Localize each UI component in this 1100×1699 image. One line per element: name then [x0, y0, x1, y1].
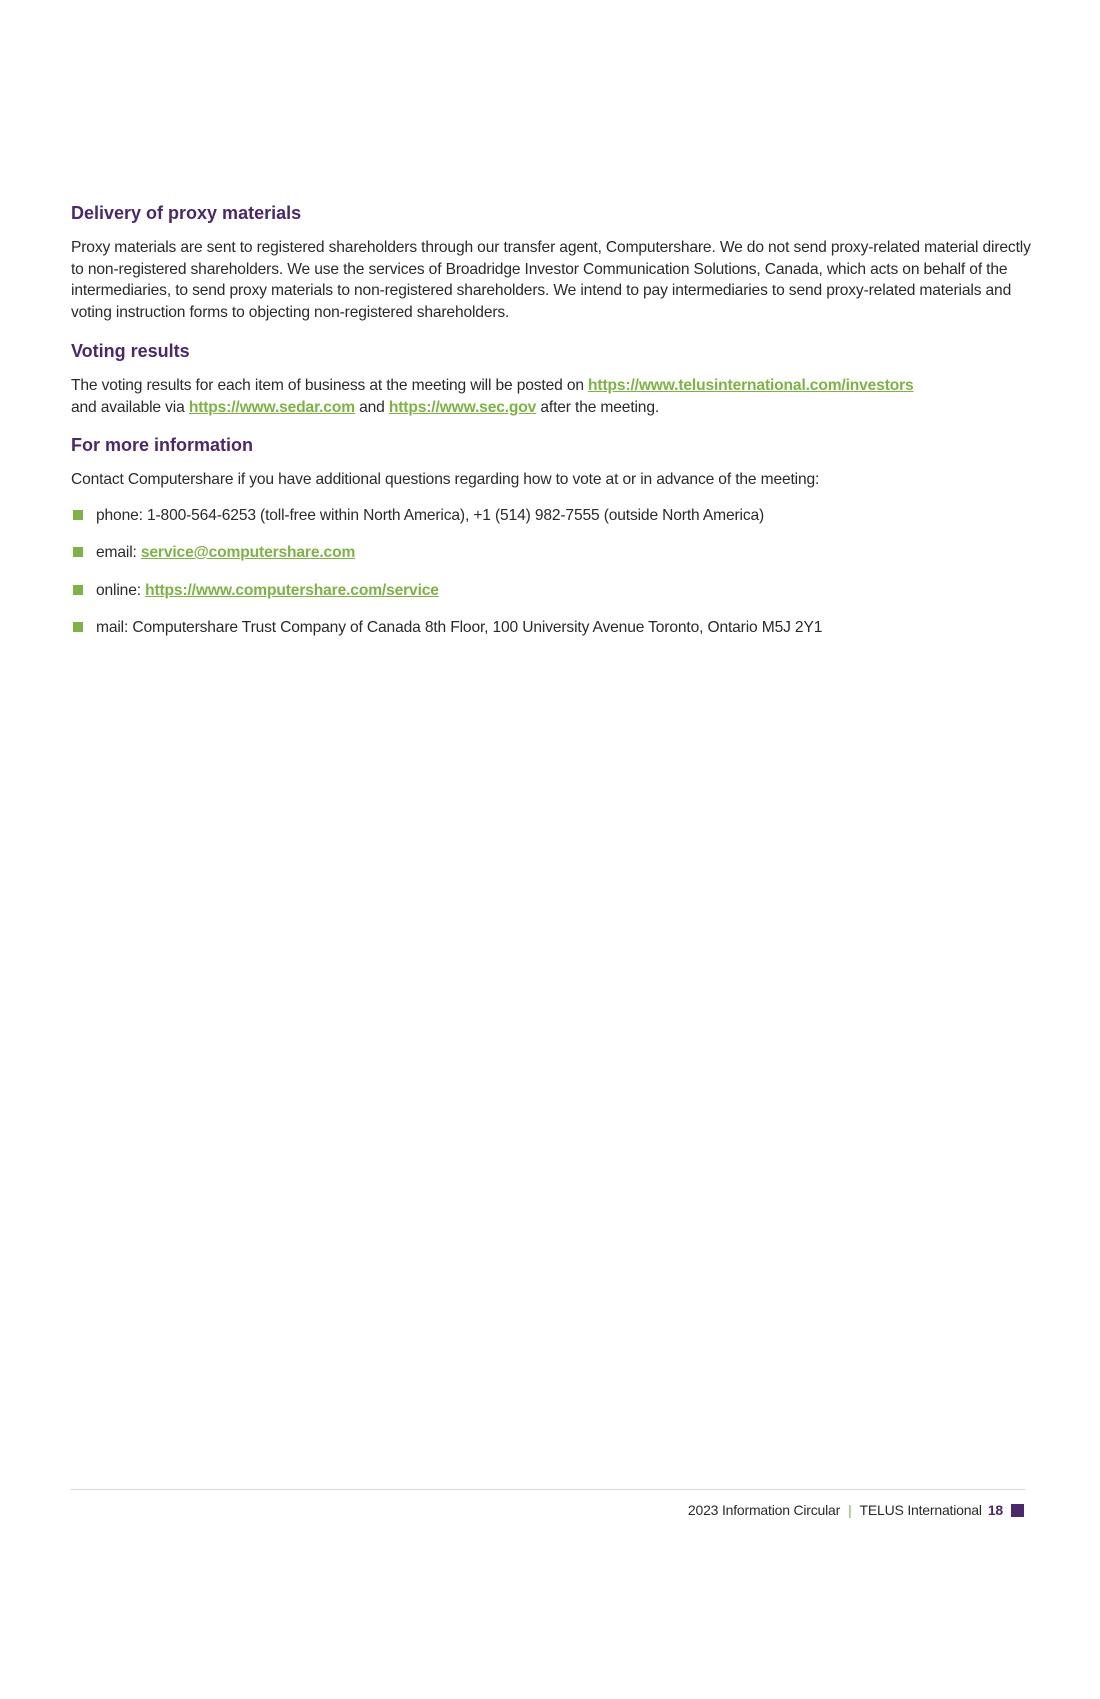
square-bullet-icon	[73, 585, 83, 595]
footer-separator: |	[848, 1502, 852, 1518]
square-bullet-icon	[73, 547, 83, 557]
phone-text: 1-800-564-6253 (toll-free within North America), +1 (514) 982-7555 (outside North America)	[146, 506, 765, 524]
square-bullet-icon	[73, 622, 83, 632]
contact-item-online	[71, 580, 1031, 602]
page-marker-square-icon	[1011, 1504, 1024, 1517]
sec-link[interactable]: https://www.sec.gov	[388, 398, 537, 416]
footer-divider	[71, 1489, 1025, 1490]
investors-link[interactable]: https://www.telusinternational.com/investors	[588, 377, 914, 394]
voting-text-before: The voting results for each item of business at the meeting will be posted on	[71, 377, 589, 394]
computershare-service-link[interactable]: https://www.computershare.com/service	[145, 581, 439, 599]
voting-paragraph	[71, 375, 1031, 418]
voting-heading: Voting results	[71, 341, 190, 361]
more-info-intro: Contact Computershare if you have additional questions regarding how to vote at or in advance of the meeting:	[71, 471, 820, 488]
contact-list	[71, 505, 1031, 639]
voting-text-available: and available via	[71, 398, 189, 416]
delivery-heading: Delivery of proxy materials	[71, 203, 302, 223]
page-content	[71, 201, 1031, 655]
sedar-link[interactable]: https://www.sedar.com	[188, 398, 355, 416]
page-footer	[688, 1500, 1024, 1520]
footer-doc-title: 2023 Information Circular	[687, 1502, 841, 1518]
contact-item-phone	[71, 505, 1031, 527]
page-number: 18	[987, 1502, 1003, 1518]
more-info-heading: For more information	[71, 435, 254, 455]
voting-text-and: and	[354, 398, 389, 416]
mail-text: Computershare Trust Company of Canada 8th Floor, 100 University Avenue Toronto, Ontario M5J 2Y1	[132, 619, 823, 636]
delivery-paragraph: Proxy materials are sent to registered shareholders through our transfer agent, Computershare. We do not send proxy-related material directly to non-registered shareholders. We use the services of Broadridge Investor Communication Solutions, Canada, which acts on behalf of the intermediaries, to send proxy materials to non-registered shareholders. We intend to pay intermediaries to send proxy-related materials and voting instruction forms to objecting non-registered shareholders.	[71, 239, 1031, 321]
footer-company: TELUS International	[859, 1502, 982, 1518]
online-prefix: online:	[96, 581, 146, 599]
email-link[interactable]: service@computershare.com	[140, 544, 356, 561]
contact-item-email	[71, 542, 1031, 564]
contact-item-mail	[71, 617, 1031, 639]
square-bullet-icon	[73, 510, 83, 520]
email-prefix: email:	[96, 544, 141, 561]
voting-text-after: after the meeting.	[536, 398, 660, 416]
phone-prefix: phone:	[96, 506, 147, 524]
mail-prefix: mail:	[96, 619, 133, 636]
